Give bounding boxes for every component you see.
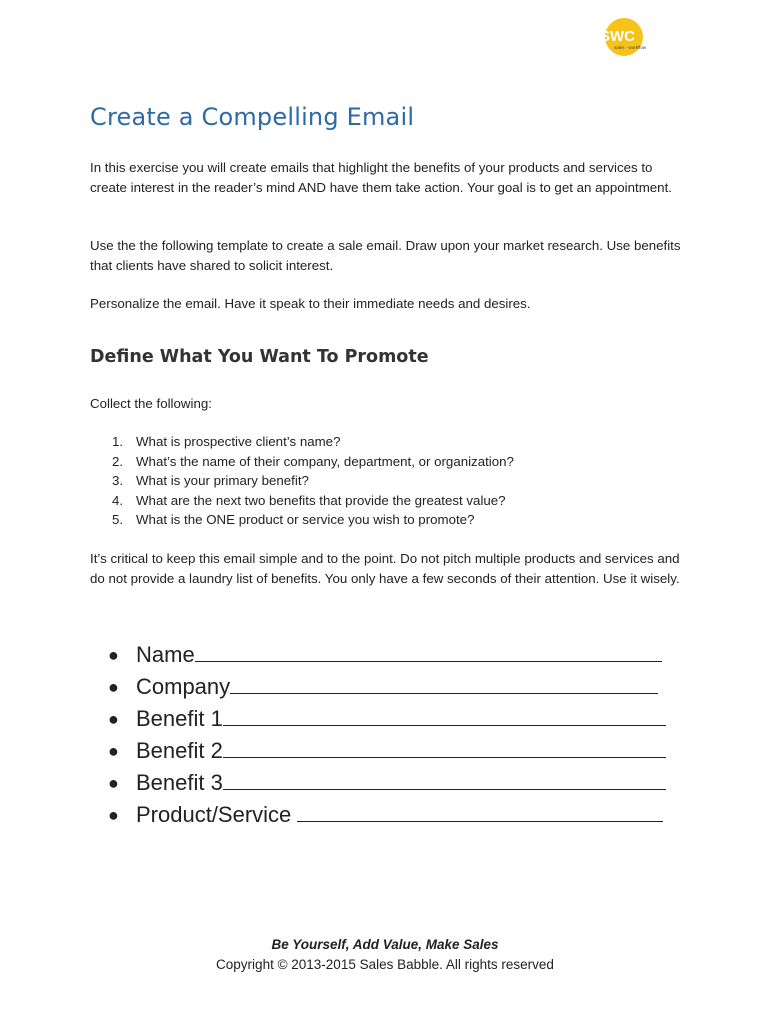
blank-line[interactable] bbox=[230, 671, 658, 694]
item-text: What is the ONE product or service you wish to promote? bbox=[136, 512, 475, 527]
list-item bbox=[90, 432, 514, 452]
footer-copyright: Copyright © 2013-2015 Sales Babble. All rights reserved bbox=[216, 957, 554, 972]
item-text: What is prospective client’s name? bbox=[136, 434, 341, 449]
bullet-icon: ● bbox=[108, 645, 119, 665]
list-item bbox=[90, 452, 514, 472]
bullet-icon: ● bbox=[108, 805, 119, 825]
bullet-icon: ● bbox=[108, 741, 119, 761]
blank-line[interactable] bbox=[223, 735, 666, 758]
field-label: Benefit 1 bbox=[136, 706, 223, 731]
field-product-service bbox=[108, 799, 666, 831]
logo bbox=[600, 18, 672, 62]
intro-paragraph-3: Personalize the email. Have it speak to their immediate needs and desires. bbox=[90, 296, 531, 311]
bullet-icon: ● bbox=[108, 709, 119, 729]
field-benefit-3 bbox=[108, 767, 666, 799]
list-item bbox=[90, 471, 514, 491]
item-text: What is your primary benefit? bbox=[136, 473, 309, 488]
item-text: What’s the name of their company, department, or organization? bbox=[136, 453, 514, 469]
blank-line[interactable] bbox=[223, 703, 666, 726]
intro-paragraph-1: In this exercise you will create emails that highlight the benefits of your products and services to create interest in the reader’s mind AND have them take action. Your goal is to get an appointment. bbox=[90, 160, 672, 195]
item-number: 2. bbox=[112, 453, 124, 469]
blank-line[interactable] bbox=[195, 639, 662, 662]
section-heading: Define What You Want To Promote bbox=[90, 347, 429, 367]
field-label: Benefit 2 bbox=[136, 738, 223, 763]
field-label: Name bbox=[136, 642, 195, 667]
item-number: 4. bbox=[112, 492, 124, 508]
logo-tagline: sales · workflow bbox=[614, 45, 647, 50]
field-name bbox=[108, 639, 666, 671]
collect-lead: Collect the following: bbox=[90, 396, 212, 411]
logo-mark: SWC bbox=[600, 28, 635, 45]
item-number: 3. bbox=[112, 473, 124, 488]
blank-line[interactable] bbox=[223, 767, 666, 790]
field-label: Product/Service bbox=[136, 802, 298, 827]
fill-in-fields bbox=[108, 639, 666, 831]
question-list bbox=[90, 432, 514, 530]
field-label: Benefit 3 bbox=[136, 770, 223, 795]
list-item bbox=[90, 510, 514, 530]
item-text: What are the next two benefits that provide the greatest value? bbox=[136, 492, 506, 508]
blank-line[interactable] bbox=[297, 799, 663, 822]
field-benefit-1 bbox=[108, 703, 666, 735]
field-company bbox=[108, 671, 666, 703]
bullet-icon: ● bbox=[108, 773, 119, 793]
item-number: 5. bbox=[112, 512, 124, 527]
page-title: Create a Compelling Email bbox=[90, 103, 415, 131]
list-item bbox=[90, 491, 514, 511]
bullet-icon: ● bbox=[108, 677, 119, 697]
footer-tagline: Be Yourself, Add Value, Make Sales bbox=[271, 937, 499, 952]
intro-paragraph-2: Use the the following template to create a sale email. Draw upon your market research. Use benefits that clients have shared to solicit interest. bbox=[90, 238, 681, 273]
advice-paragraph: It’s critical to keep this email simple and to the point. Do not pitch multiple products and services and do not provide a laundry list of benefits. You only have a few seconds of their attention. Use it wisely. bbox=[90, 551, 680, 586]
item-number: 1. bbox=[112, 434, 124, 449]
field-label: Company bbox=[136, 674, 231, 699]
field-benefit-2 bbox=[108, 735, 666, 767]
